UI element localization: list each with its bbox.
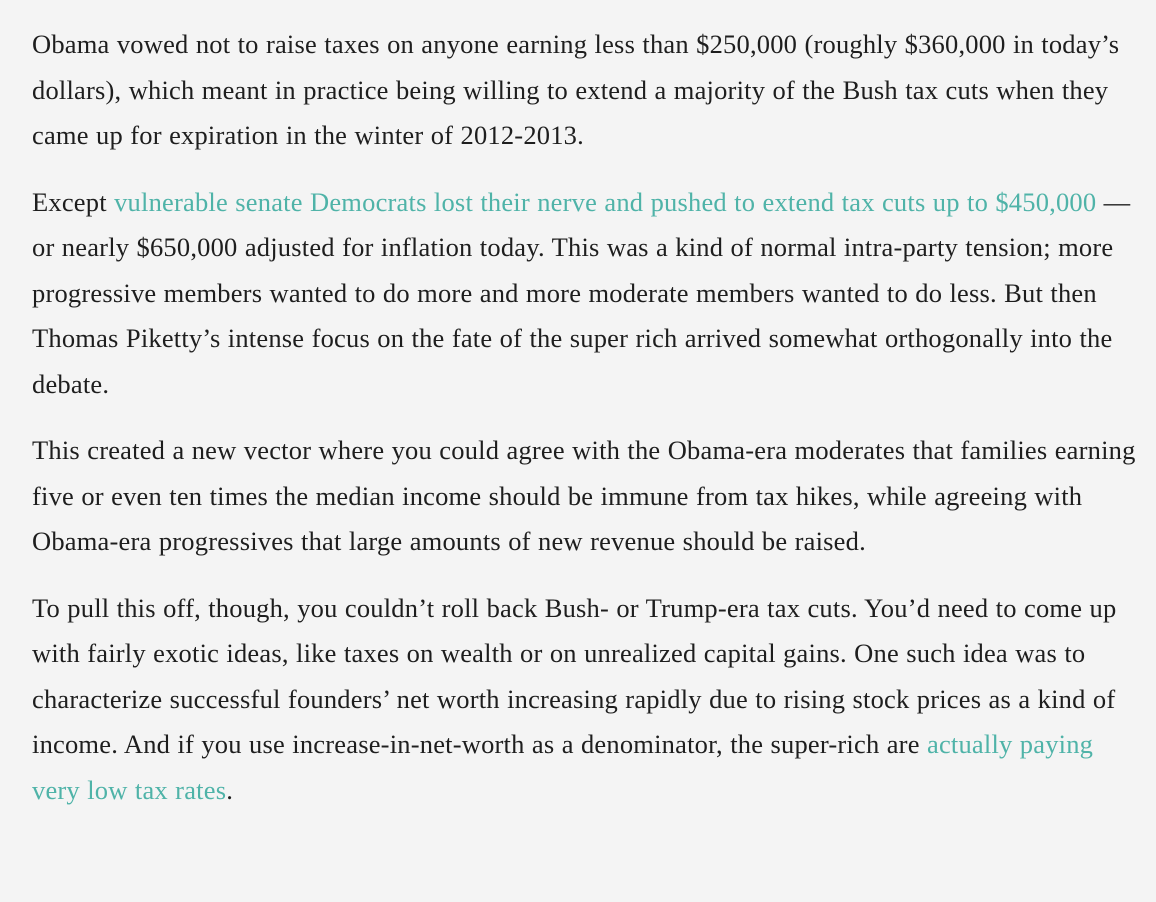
paragraph-4-text-before: To pull this off, though, you couldn’t roll back Bush- or Trump-era tax cuts. You’d need to come up with fairly exotic ideas, like taxes on wealth or on unrealized capital gains. One such idea was to characterize successful founders’ net worth increasing rapidly due to rising stock prices as a kind of income. And if you use increase-in-net-worth as a denominator, the super-rich are [32,592,1117,759]
paragraph-3 [32,428,1136,565]
paragraph-1 [32,22,1136,159]
paragraph-4 [32,586,1136,814]
paragraph-2-text-before: Except [32,186,115,217]
paragraph-2 [32,180,1136,408]
paragraph-2-text-after: — or nearly $650,000 adjusted for inflation today. This was a kind of normal intra-party tension; more progressive members wanted to do more and more moderate members wanted to do less. But then Thomas Piketty’s intense focus on the fate of the super rich arrived somewhat orthogonally into the debate. [32,186,1131,399]
paragraph-3-text: This created a new vector where you could agree with the Obama-era moderates that families earning five or even ten times the median income should be immune from tax hikes, while agreeing with Obama-era progressives that large amounts of new revenue should be raised. [32,435,1136,556]
senate-democrats-link[interactable]: vulnerable senate Democrats lost their nerve and pushed to extend tax cuts up to $450,000 [114,186,1097,217]
low-tax-rates-link[interactable]: actually paying very low tax rates [32,729,1094,805]
paragraph-4-text-after: . [226,774,234,805]
paragraph-1-text: Obama vowed not to raise taxes on anyone earning less than $250,000 (roughly $360,000 in today’s dollars), which meant in practice being willing to extend a majority of the Bush tax cuts when they came up for expiration in the winter of 2012-2013. [32,29,1120,150]
